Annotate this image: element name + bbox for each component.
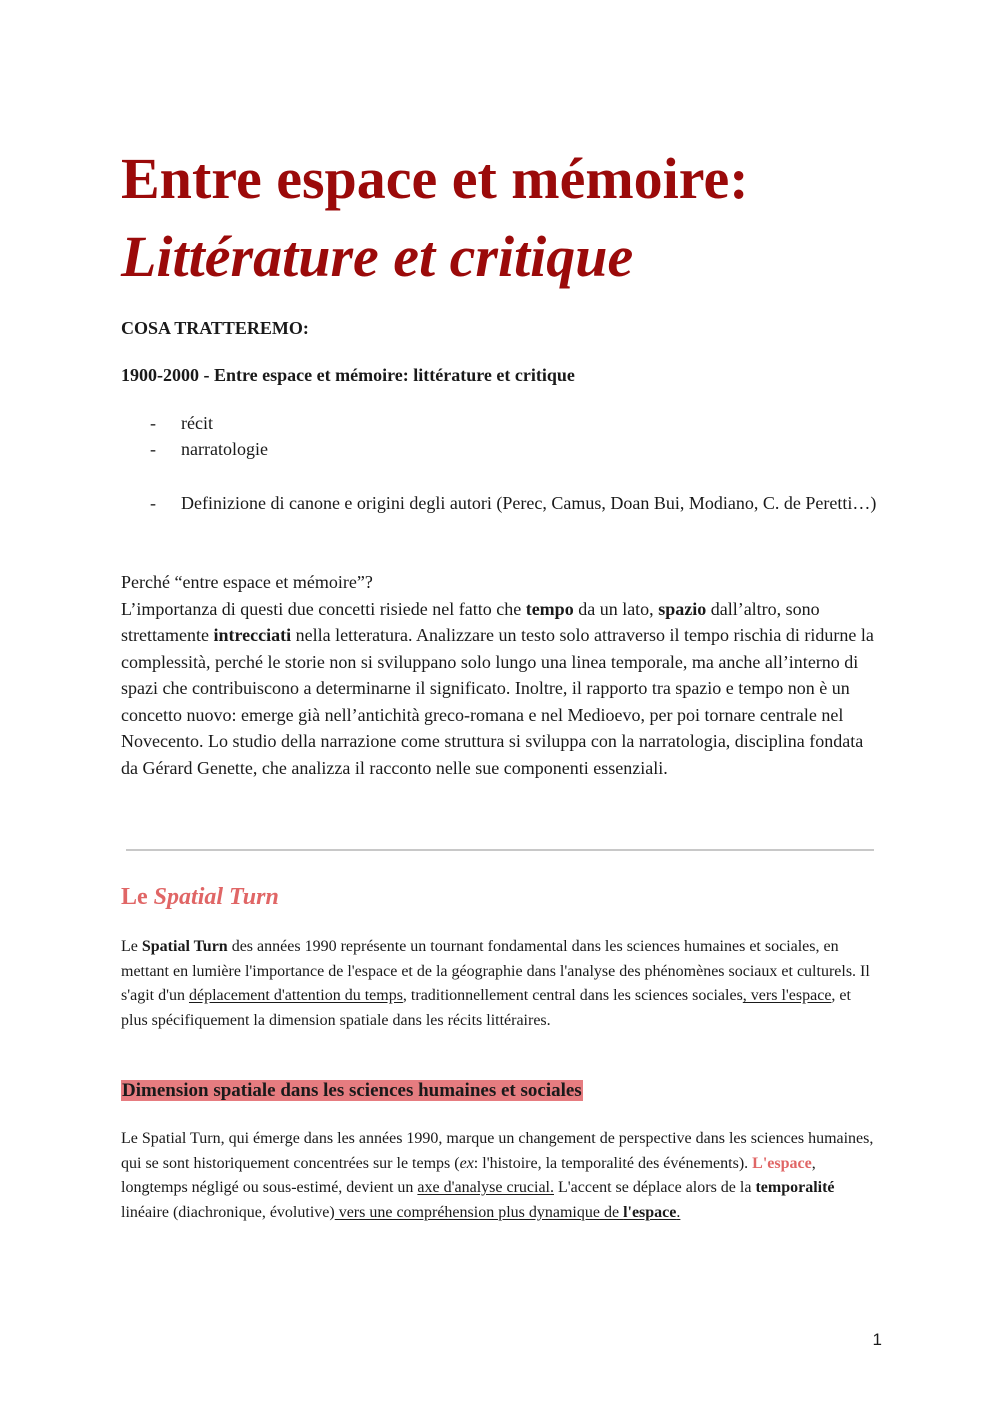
dimension-paragraph: Le Spatial Turn, qui émerge dans les années 1990, marque un changement de perspective dans les sciences humaines, qui se sont historiquement concentrées sur le temps (ex: l'histoire, la temporalité des événements). L'espace, longtemps négligé ou sous-estimé, devient un axe d'analyse crucial. L'accent se déplace alors de la temporalité linéaire (diachronique, évolutive) vers une compréhension plus dynamique de l'espace. xyxy=(121,1130,874,1221)
list-item: - récit xyxy=(150,410,905,436)
list-item: - Definizione di canone e origini degli autori (Perec, Camus, Doan Bui, Modiano, C. de Peretti…) xyxy=(150,490,905,516)
document-title xyxy=(121,140,749,296)
highlighted-heading-text: Dimension spatiale dans les sciences humaines et sociales xyxy=(122,1080,582,1101)
intro-question: Perché “entre espace et mémoire”? xyxy=(121,572,373,592)
spatial-turn-heading: Le Spatial Turn xyxy=(121,884,279,910)
list-item: - narratologie xyxy=(150,436,905,462)
spatial-turn-paragraph: Le Spatial Turn des années 1990 représente un tournant fondamental dans les sciences humaines et sociales, en mettant en lumière l'importance de l'espace et de la géographie dans l'analyse des phénomènes sociaux et culturels. Il s'agit d'un déplacement d'attention du temps, traditionnellement central dans les sciences sociales, vers l'espace, et plus spécifiquement la dimension spatiale dans les récits littéraires. xyxy=(121,938,870,1029)
keyword-spazio: spazio xyxy=(658,598,707,619)
underlined-phrase: déplacement d'attention du temps xyxy=(188,987,403,1004)
period-heading: 1900-2000 - Entre espace et mémoire: littérature et critique xyxy=(121,365,575,385)
dimension-heading xyxy=(121,1078,583,1104)
keyword-espace: L'espace xyxy=(752,1154,812,1172)
underlined-phrase: vers une compréhension plus dynamique de l'espace. xyxy=(334,1203,681,1221)
intro-paragraph xyxy=(121,569,881,781)
keyword-intrecciati: intrecciati xyxy=(213,625,292,645)
page-number: 1 xyxy=(872,1330,882,1349)
intro-body: L’importanza di questi due concetti risiede nel fatto che tempo da un lato, spazio dall’altro, sono strettamente intrecciati nella letteratura. Analizzare un testo solo attraverso il tempo rischia di ridurne la complessità, perché le storie non si sviluppano solo lungo una linea temporale, ma anche all’interno di spazi che contribuiscono a determinarne il significato. Inoltre, il rapporto tra spazio e tempo non è un concetto nuovo: emerge già nell’antichità greco-romana e nel Medioevo, per poi tornare centrale nel Novecento. Lo studio della narrazione come struttura si sviluppa con la narratologia, disciplina fondata da Gérard Genette, che analizza il racconto nelle sue componenti essenziali. xyxy=(121,598,874,778)
keyword-tempo: tempo xyxy=(525,598,574,619)
horizontal-divider xyxy=(126,849,874,851)
title-line-1: Entre espace et mémoire: xyxy=(121,146,749,211)
section-label: COSA TRATTEREMO: xyxy=(121,318,309,338)
topic-list-2 xyxy=(150,490,905,516)
underlined-phrase: axe d'analyse crucial. xyxy=(417,1179,554,1196)
title-line-2: Littérature et critique xyxy=(121,224,634,289)
topic-list xyxy=(150,410,905,462)
underlined-phrase: , vers l'espace xyxy=(742,987,832,1004)
